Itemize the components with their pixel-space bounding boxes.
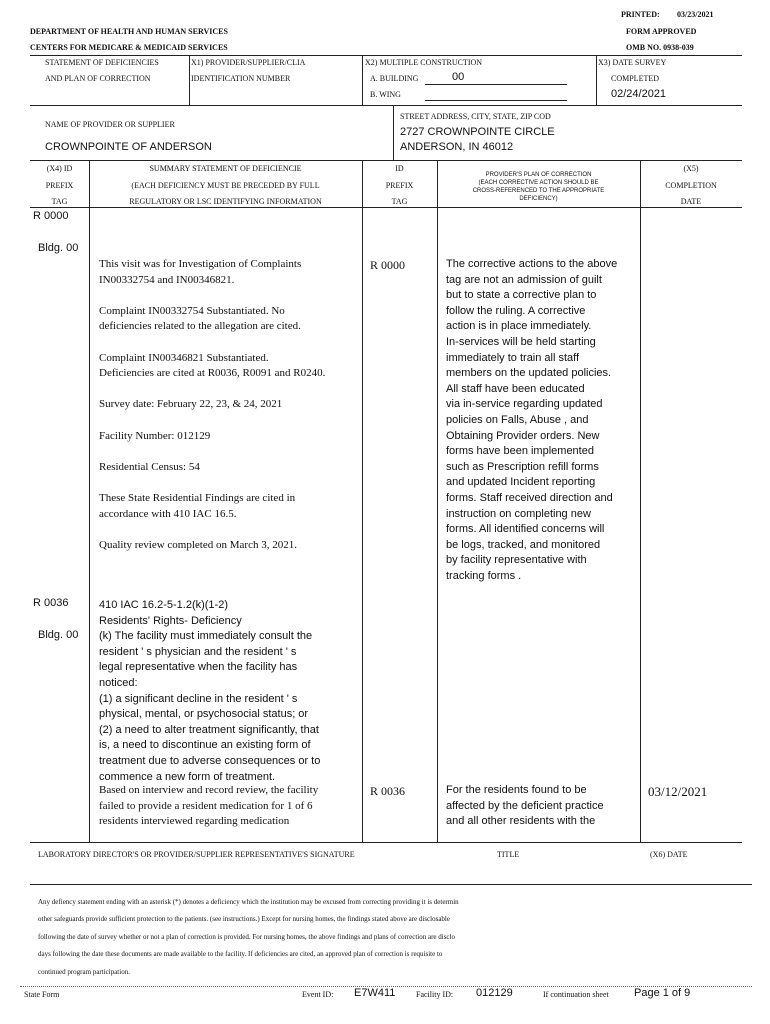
r0000-plan: The corrective actions to the above tag are not an admission of guilt but to state a corrective plan to follow the ruling. A corrective action is in place immediately. In-services will be held starting immediately to train all staff members on the updated policies. All staff have been educated via in-service regarding updated policies on Falls, Abuse , and Obtaining Provider orders. New forms have been implemented such as Prescription refill forms and updated Incident reporting forms. Staff received direction and instruction on completing new forms. All identified concerns will be logs, tracked, and monitored by facility representative with tracking forms . [446,258,618,582]
footnote-text: Any defiency statement ending with an asterisk (*) denotes a deficiency which the institution may be excused from correcting providing it is determin other safeguards provide sufficient protection to the patients. (see instructions.) Except for nursing homes, the findings stated above are disclosable following the date of survey whether or not a plan of correction is provided. For nursing homes, the above findings and plans of correction are disclo days following the date these documents are made available to the facility. If deficiencies are cited, an approved plan of correction is requisite to continued program participation. [38,898,459,976]
event-id-label: Event ID: [302,990,334,999]
summary-header-1: SUMMARY STATEMENT OF DEFICIENCIE [149,164,302,173]
plan-header-2: (EACH CORRECTIVE ACTION SHOULD BE [478,180,599,186]
statement-label-2: AND PLAN OF CORRECTION [45,74,151,83]
r0036-summary-findings: Based on interview and record review, the facility failed to provide a resident medication for 1 of 6 residents interviewed regarding medication [99,784,319,828]
r0000-tag: R 0000 [33,210,69,222]
r0000-building: Bldg. 00 [38,242,79,254]
address-line-2: ANDERSON, IN 46012 [400,141,514,153]
r0036-completion-date: 03/12/2021 [648,784,708,799]
address-label: STREET ADDRESS, CITY, STATE, ZIP COD [400,112,551,121]
r0036-plan: For the residents found to be affected by the deficient practice and all other residents with the [446,784,604,828]
x4-header-3: TAG [51,197,68,206]
x4-header-2: PREFIX [45,181,74,190]
x2-label: X2) MULTIPLE CONSTRUCTION [365,58,483,67]
facility-id-label: Facility ID: [416,990,454,999]
building-value: 00 [452,71,465,83]
x5-header-3: DATE [680,197,702,206]
signature-label: LABORATORY DIRECTOR'S OR PROVIDER/SUPPLIER REPRESENTATIVE'S SIGNATURE [38,850,355,859]
x3-label-1: X3) DATE SURVEY [598,58,667,67]
state-form-label: State Form [24,990,60,999]
omb-number: OMB NO. 0938-039 [626,43,694,52]
survey-date: 02/24/2021 [611,88,667,100]
provider-name-label: NAME OF PROVIDER OR SUPPLIER [45,120,175,129]
id-header-3: TAG [391,197,408,206]
x3-label-2: COMPLETED [611,74,659,83]
continuation-label: If continuation sheet [543,990,609,999]
x5-header-2: COMPLETION [665,181,717,190]
wing-label: B. WING [370,90,401,99]
building-label: A. BUILDING [370,74,419,83]
x1-label-1: X1) PROVIDER/SUPPLIER/CLIA [191,58,306,67]
plan-header-3: CROSS-REFERENCED TO THE APPROPRIATE [472,188,605,194]
r0036-building: Bldg. 00 [38,629,79,641]
plan-header-1: PROVIDER'S PLAN OF CORRECTION [485,172,592,178]
page-number: Page 1 of 9 [634,987,691,999]
statement-label-1: STATEMENT OF DEFICIENCIES [45,58,159,67]
printed-date: 03/23/2021 [677,10,714,19]
x5-header-1: (X5) [683,164,699,173]
r0036-summary-regulation: 410 IAC 16.2-5-1.2(k)(1-2) Residents' Rights- Deficiency (k) The facility must immediately consult the resident ' s physician and the resident ' s legal representative when the facility has noticed: (1) a significant decline in the resident ' s physical, mental, or psychosocial status; or (2) a need to alter treatment significantly, that is, a need to discontinue an existing form of treatment due to adverse consequences or to commence a new form of treatment. [99,599,321,783]
id-header-1: ID [395,164,404,173]
x6-date-label: (X6) DATE [650,850,688,859]
r0000-summary: This visit was for Investigation of Complaints IN00332754 and IN00346821. Complaint IN00332754 Substantiated. No deficiencies related to the allegation are cited. Complaint IN00346821 Substantiated. Deficiencies are cited at R0036, R0091 and R0240. Survey date: February 22, 23, & 24, 2021 Facility Number: 012129 Residential Census: 54 These State Residential Findings are cited in accordance with 410 IAC 16.5. Quality review completed on March 3, 2021. [99,258,326,551]
event-id: E7W411 [354,987,396,999]
id-header-2: PREFIX [385,181,414,190]
summary-header-3: REGULATORY OR LSC IDENTIFYING INFORMATION [129,197,322,206]
address-line-1: 2727 CROWNPOINTE CIRCLE [400,126,555,138]
printed-label: PRINTED: [621,10,660,19]
facility-id: 012129 [476,987,513,999]
form-approved: FORM APPROVED [626,27,697,36]
plan-header-4: DEFICIENCY) [519,196,558,202]
summary-header-2: (EACH DEFICIENCY MUST BE PRECEDED BY FULL [131,181,320,190]
centers-title: CENTERS FOR MEDICARE & MEDICAID SERVICES [30,43,228,52]
r0036-tag: R 0036 [33,597,69,609]
x1-label-2: IDENTIFICATION NUMBER [191,74,291,83]
x4-header-1: (X4) ID [46,164,73,173]
r0036-id-tag: R 0036 [370,784,406,798]
provider-name: CROWNPOINTE OF ANDERSON [45,141,212,153]
r0000-id-tag: R 0000 [370,258,406,272]
department-title: DEPARTMENT OF HEALTH AND HUMAN SERVICES [30,27,228,36]
title-label: TITLE [497,850,520,859]
